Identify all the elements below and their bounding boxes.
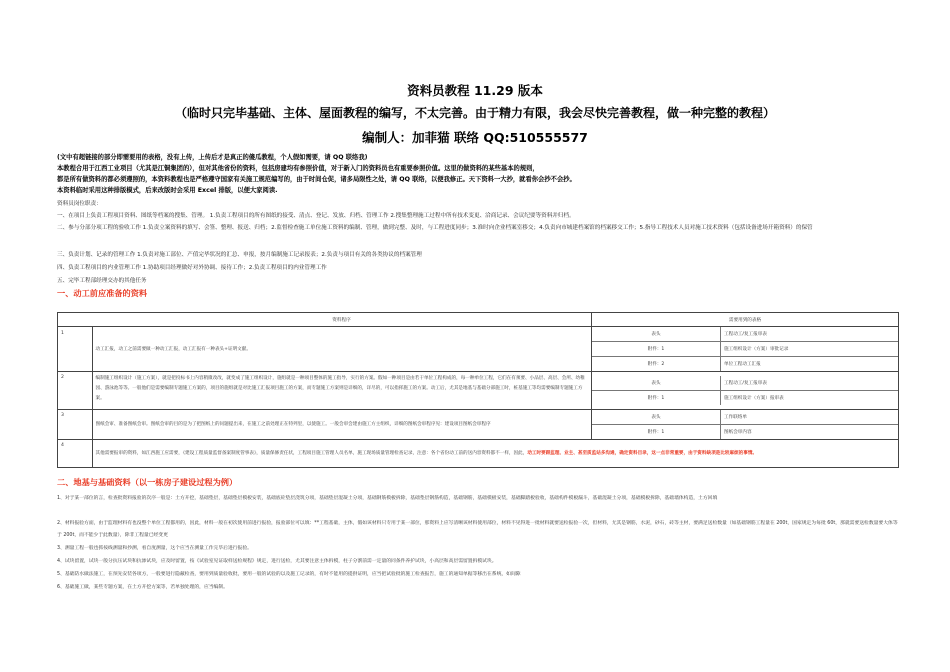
row-description: 动工汇报，动工之前需要做一种动工汇报，动工汇报有一种表头+证明文献。: [92, 327, 592, 372]
row-description: 其他需要报审的资料，如江西施工应需要，《建设工程质量监督备案制度管事表》，质量保修责任状，工程项目施工管理人员名单，施工现场质量管理检查记录，注意：各个省份动工前的送内容资料都不一样，因此，: [95, 450, 528, 456]
column-header: 资料程序: [92, 313, 592, 327]
form-name: 单位工程动工汇报: [724, 362, 761, 367]
row-number: 4: [58, 440, 93, 468]
form-name: 工作联络单: [721, 410, 898, 425]
list-item: 6、基础施工做，某些专题方案，在土方开挖方案等，若单独处理的，应当编制。: [57, 585, 228, 590]
list-item: 4、试块留置，试块一般分抗压试块和抗渗试块，应及时留置，按《试验室见证取样送检规程》规定，进行送检，尤其要注意主体拆模，柱子分割前需一定量的同条件养护试块，小高层和高层需留置拆模试块。: [57, 559, 497, 564]
note-line: 都是所有做资料的都必须遵照的，本资料教程也是严格遵守国家有关施工规范编写的，由于时间仓促，诸多局限性之处，请 QQ 联络，以便我修正。天下资料一大抄，就看你会抄不会抄。: [57, 176, 576, 183]
row-number: 1: [58, 327, 93, 372]
form-key: 附件：2: [592, 357, 721, 372]
note-line: 本资料临时采用这种排版模式，后来改版时会采用 Excel 排版，以便大家阅读.: [57, 187, 278, 194]
form-name: 工程动工/复工报审表: [721, 327, 898, 342]
duty-item: 五、完毕工程部经理交办的其他任务: [57, 278, 147, 284]
form-key: 附件：1: [592, 391, 721, 406]
form-name: 施工组织设计（方案）报审表: [724, 396, 784, 401]
duty-item: 三、负责计划、记录的管理工作 1.负责对施工部位、产值完毕状况的汇总、申报，按月编制施工记录报表；2.负责与项目有关的各类协议的档案管理: [57, 252, 422, 258]
form-key: 附件：1: [592, 425, 721, 440]
section-heading: 一、动工前应准备的资料: [57, 288, 148, 298]
page-subtitle: （临时只完毕基础、主体、屋面教程的编写，不太完善。由于精力有限，我会尽快完善教程，做一种完整的教程）: [174, 106, 775, 120]
form-key: 表头: [592, 410, 721, 425]
column-header: 需要用到的表格: [592, 313, 899, 327]
row-highlight: 动工时要跟监理、业主、甚至质监站多沟通，确定资料目录，这一点非常重要，由于资料缺项是比较麻烦的事情。: [527, 450, 758, 456]
row-description: 图纸会审、准备图纸会审。图纸会审的目的是为了把图纸上的问题提出来，在施工之前处理正在特列里，以使施工。一般会审会建由施工方主组织，详细的图纸会审程序见：建设项目图纸会审程序: [92, 410, 592, 440]
list-item: 3、测量工程一般也抓按线测量和抄测，看自度测量，这个应当在测量工作完毕后进行报验。: [57, 546, 252, 551]
duties-heading: 资料员岗位职责：: [57, 201, 102, 207]
note-line: 本教程合用于江西工业项目（尤其是江铜集团的），但对其他省份的资料，包括房建均有参照价值，对于新入门的资料员也有重要参照价值。这里的做资料的某些基本的规则，: [57, 165, 539, 172]
form-name: 施工组织设计（方案）审批记录: [721, 342, 898, 357]
table-row: [58, 410, 899, 440]
prep-documents-table: [57, 312, 899, 468]
row-number: 2: [58, 372, 93, 410]
row-number: 3: [58, 410, 93, 440]
duty-item: 四、负责工程项目的内业管理工作 1.协助项目经理做好对外协调、接待工作；2.负责工程项目的内业管理工作: [57, 265, 327, 271]
form-key: 表头: [592, 376, 721, 391]
form-key: 附件：1: [592, 342, 721, 357]
table-row: [58, 372, 899, 410]
page-title: 资料员教程 11.29 版本: [407, 83, 543, 98]
list-item: 2、材料报验方面，由于监理材料有也没整个单位工程都用的，因此，材料一般在初次使用前进行报验，报验部位可以填：**工程基础，主体，假如该材料只专用于某一部位，那资料上应写清晰该材料使用部位，材料不见得进一批材料就要送检报验一次，但材料，尤其是钢筋，水泥，砂石，砖等主材，要满足送检数量（如基础钢筋工程量在 200t，国家规定为每批 60t，那就需要送检数量要大体等于 200t，而不能少于此数量），除非工程量已经变更: [57, 521, 898, 538]
list-item: 1、对于某一部位的言，检查批资料报验的次序一般是：土方开挖，基础垫层，基础垫层模板安装，基础底砼垫层浇筑分项，基础垫层混凝土分项，基础钢筋模板拆除，基础垫层钢筋构造，基础钢筋，基础模板安装，基础脚踏板验收，基础构件模板漏斗，基础混凝土分项，基础模板拆除，基础墙体构造，土方回填: [57, 496, 718, 501]
table-row: [58, 440, 899, 468]
duty-item: 一、在项目上负责工程项目资料、图纸等档案的搜集、管理。 1.负责工程项目的所有图纸的接受、清点、登记、发放、归档、管理工作 2.搜集整理施工过程中所有技术变更、洽商记录、会议纪要等资料并归档。: [57, 213, 575, 219]
table-row: [58, 327, 899, 372]
list-item: 5、基础防水做法施工，在预先安装各项方，一般要进行隐蔽检查，要用到质量验收批，要用一般的试验的以及施工记录的，有时不能用的提供证明，应当把试验批的施工检查报告，施工的通知单据等移出在系统，如间隙: [57, 572, 521, 577]
author-line: 编制人：加菲猫 联络 QQ:510555577: [362, 130, 588, 145]
form-name: 工程动工/复工报审表: [721, 376, 898, 391]
section-heading: 二、地基与基础资料（以一栋房子建设过程为例）: [57, 477, 238, 487]
note-line: (文中有超链接的部分即需要用的表格，没有上传，上传后才是真正的傻瓜教程，个人假如需要，请 QQ 联络我): [57, 154, 368, 161]
row-description: 编制施工组织设计（施工方案），就是把投标书上内容稍微改改，就变成了施工组织设计，施组就是一种项目整体的施工指导，实行的方案。假如一种项目是由若干单位工程构成的，每一种单位工程，它们在有须要、小品层、高层、会所、幼稚园、游泳池等等。一般他们是需要编制专题施工方案的，项目的施组就是对比施工汇报项目施工的方案，而专题施工方案则是详细的，详尽的，可以指挥施工的方案。动工后，尤其是地基与基础分部施工时，桩基施工等均需要编制专题施工方案。: [92, 372, 592, 410]
form-key: 表头: [592, 327, 721, 342]
duty-item: 二、参与分部分项工程的验收工作 1.负责立案资料的填写、会签、整理、报送、归档；2.监督检查施工单位施工资料的编制、管理，做到完整、及时，与工程进度同步；3.准时向企业档案室移交；4.负责向市城建档案馆的档案移交工作；5.指导工程技术人员对施工技术资料（包括设备进场开箱资料）的保管: [57, 225, 813, 231]
form-name: 图纸会审内容: [724, 430, 752, 435]
